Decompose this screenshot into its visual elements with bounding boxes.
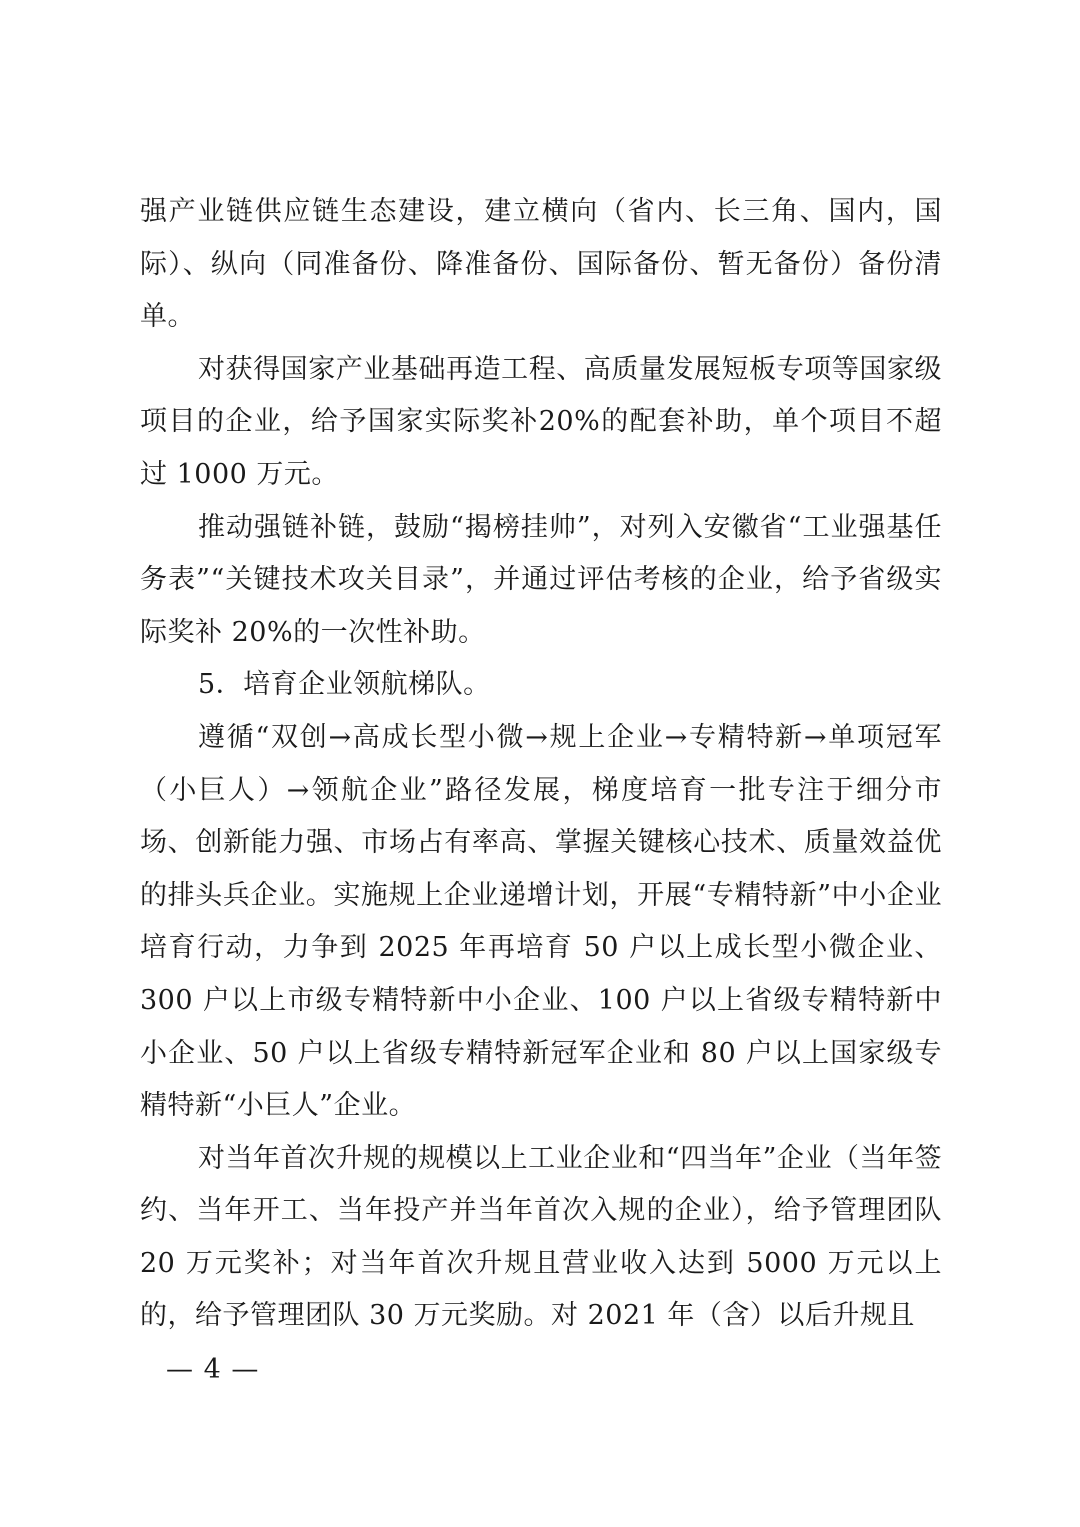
paragraph-chain-strengthening: 推动强链补链，鼓励“揭榜挂帅”，对列入安徽省“工业强基任务表”“关键技术攻关目录”，并通过评估考核的企业，给予省级实际奖补 20%的一次性补助。: [140, 511, 942, 648]
paragraph-continuation: 强产业链供应链生态建设，建立横向（省内、长三角、国内，国际）、纵向（同准备份、降准备份、国际备份、暂无备份）备份清单。: [140, 196, 942, 333]
paragraph-national-projects: 对获得国家产业基础再造工程、高质量发展短板专项等国家级项目的企业，给予国家实际奖补20%的配套补助，单个项目不超过 1000 万元。: [140, 353, 942, 490]
section-heading: 5．培育企业领航梯队。: [198, 669, 491, 701]
paragraph-enterprise-ladder: 遵循“双创→高成长型小微→规上企业→专精特新→单项冠军（小巨人）→领航企业”路径发展，梯度培育一批专注于细分市场、创新能力强、市场占有率高、掌握关键核心技术、质量效益优的排头兵企业。实施规上企业递增计划，开展“专精特新”中小企业培育行动，力争到 2025 年再培育 50 户以上成长型小微企业、300 户以上市级专精特新中小企业、100 户以上省级专精特新中小企业、50 户以上省级专精特新冠军企业和 80 户以上国家级专精特新“小巨人”企业。: [140, 721, 942, 1122]
page-number: — 4 —: [166, 1354, 260, 1385]
paragraph-upgrade-rewards: 对当年首次升规的规模以上工业企业和“四当年”企业（当年签约、当年开工、当年投产并当年首次入规的企业），给予管理团队 20 万元奖补；对当年首次升规且营业收入达到 5000 万元以上的，给予管理团队 30 万元奖励。对 2021 年（含）以后升规且: [140, 1142, 942, 1332]
document-body: [140, 186, 942, 1343]
